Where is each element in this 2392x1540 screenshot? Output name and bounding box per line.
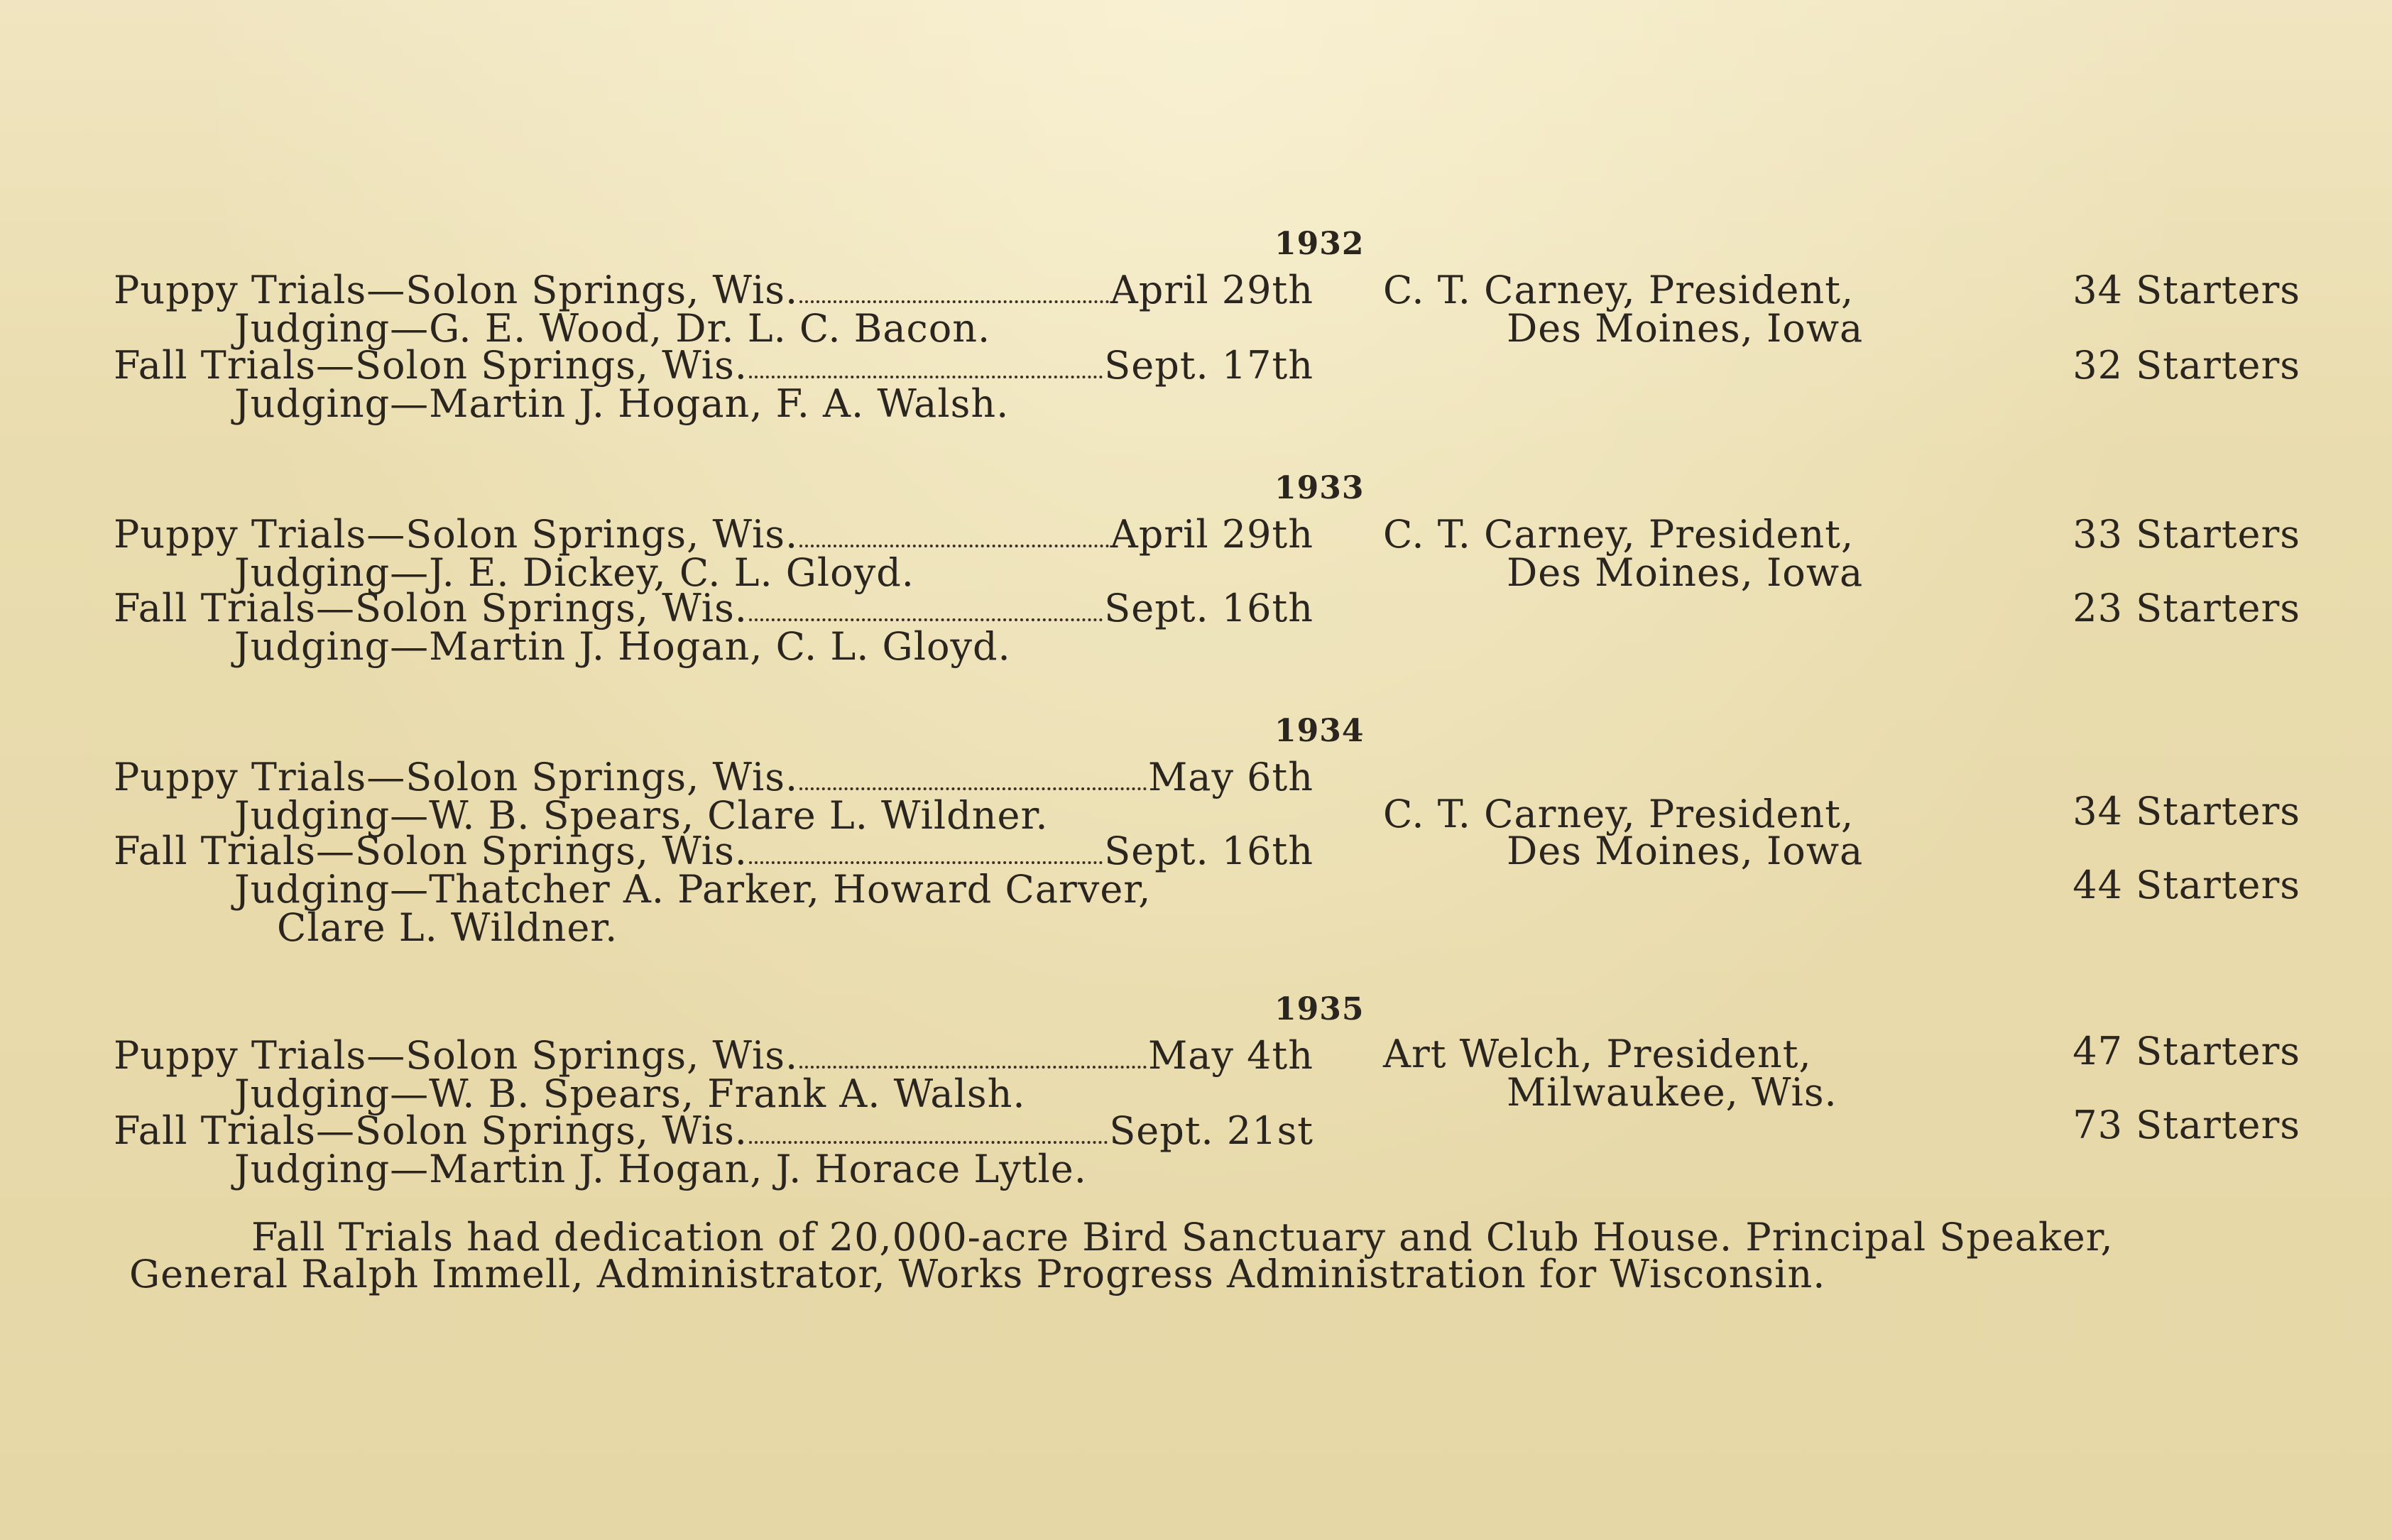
- judging-line: Judging—W. B. Spears, Frank A. Walsh.: [234, 1071, 1026, 1116]
- leader-dots: [799, 787, 1147, 790]
- starters-count: 23 Starters: [2072, 586, 2300, 630]
- president-line: Art Welch, President,: [1383, 1032, 1812, 1076]
- judging-line: Judging—W. B. Spears, Clare L. Wildner.: [234, 793, 1049, 838]
- footnote-line-2: General Ralph Immell, Administrator, Works Progress Administration for Wisconsin.: [129, 1252, 1826, 1296]
- city-line: Des Moines, Iowa: [1507, 306, 1864, 351]
- trial-date: May 6th: [1148, 755, 1314, 799]
- judging-line: Judging—G. E. Wood, Dr. L. C. Bacon.: [234, 306, 991, 351]
- fall-trials-row: [114, 1108, 1314, 1153]
- trial-date: April 29th: [1110, 512, 1314, 557]
- judging-line-continued: Clare L. Wildner.: [277, 905, 618, 950]
- city-line: Milwaukee, Wis.: [1507, 1070, 1837, 1115]
- judging-line: Judging—Thatcher A. Parker, Howard Carver,: [234, 867, 1152, 912]
- trial-date: April 29th: [1110, 268, 1314, 312]
- trial-date: Sept. 16th: [1104, 829, 1314, 873]
- starters-count: 33 Starters: [2072, 512, 2300, 557]
- trial-label: Fall Trials—Solon Springs, Wis.: [114, 829, 748, 873]
- leader-dots: [799, 300, 1109, 303]
- city-line: Des Moines, Iowa: [1507, 550, 1864, 595]
- year-heading: 1935: [1274, 991, 1365, 1027]
- president-line: C. T. Carney, President,: [1383, 512, 1855, 557]
- president-line: C. T. Carney, President,: [1383, 268, 1855, 312]
- trial-label: Puppy Trials—Solon Springs, Wis.: [114, 1033, 799, 1078]
- president-line: C. T. Carney, President,: [1383, 792, 1855, 836]
- puppy-trials-row: [114, 512, 1314, 557]
- judging-line: Judging—Martin J. Hogan, C. L. Gloyd.: [234, 624, 1011, 669]
- footnote-line-1: Fall Trials had dedication of 20,000-acre Bird Sanctuary and Club House. Principal Speaker,: [251, 1215, 2114, 1260]
- trial-label: Fall Trials—Solon Springs, Wis.: [114, 586, 748, 630]
- trial-date: Sept. 16th: [1104, 586, 1314, 630]
- judging-line: Judging—Martin J. Hogan, F. A. Walsh.: [234, 381, 1010, 426]
- starters-count: 47 Starters: [2072, 1029, 2300, 1074]
- starters-count: 73 Starters: [2072, 1103, 2300, 1147]
- starters-count: 34 Starters: [2072, 268, 2300, 312]
- leader-dots: [749, 376, 1103, 378]
- city-line: Des Moines, Iowa: [1507, 829, 1864, 873]
- leader-dots: [749, 618, 1103, 621]
- judging-line: Judging—J. E. Dickey, C. L. Gloyd.: [234, 550, 914, 595]
- trial-label: Puppy Trials—Solon Springs, Wis.: [114, 512, 799, 557]
- leader-dots: [749, 861, 1103, 864]
- trial-label: Fall Trials—Solon Springs, Wis.: [114, 343, 748, 388]
- starters-count: 34 Starters: [2072, 789, 2300, 834]
- trial-date: Sept. 17th: [1104, 343, 1314, 388]
- trial-label: Puppy Trials—Solon Springs, Wis.: [114, 268, 799, 312]
- fall-trials-row: [114, 586, 1314, 630]
- fall-trials-row: [114, 343, 1314, 388]
- puppy-trials-row: [114, 1033, 1314, 1078]
- puppy-trials-row: [114, 268, 1314, 312]
- year-heading: 1932: [1274, 226, 1365, 262]
- trial-label: Fall Trials—Solon Springs, Wis.: [114, 1108, 748, 1153]
- leader-dots: [799, 1066, 1147, 1069]
- leader-dots: [799, 545, 1109, 547]
- leader-dots: [749, 1141, 1108, 1144]
- trial-label: Puppy Trials—Solon Springs, Wis.: [114, 755, 799, 799]
- trial-date: May 4th: [1148, 1033, 1314, 1078]
- starters-count: 32 Starters: [2072, 343, 2300, 388]
- judging-line: Judging—Martin J. Hogan, J. Horace Lytle.: [234, 1147, 1087, 1191]
- starters-count: 44 Starters: [2072, 863, 2300, 907]
- year-heading: 1933: [1274, 470, 1365, 506]
- fall-trials-row: [114, 829, 1314, 873]
- year-heading: 1934: [1274, 713, 1365, 749]
- trial-date: Sept. 21st: [1109, 1108, 1314, 1153]
- puppy-trials-row: [114, 755, 1314, 799]
